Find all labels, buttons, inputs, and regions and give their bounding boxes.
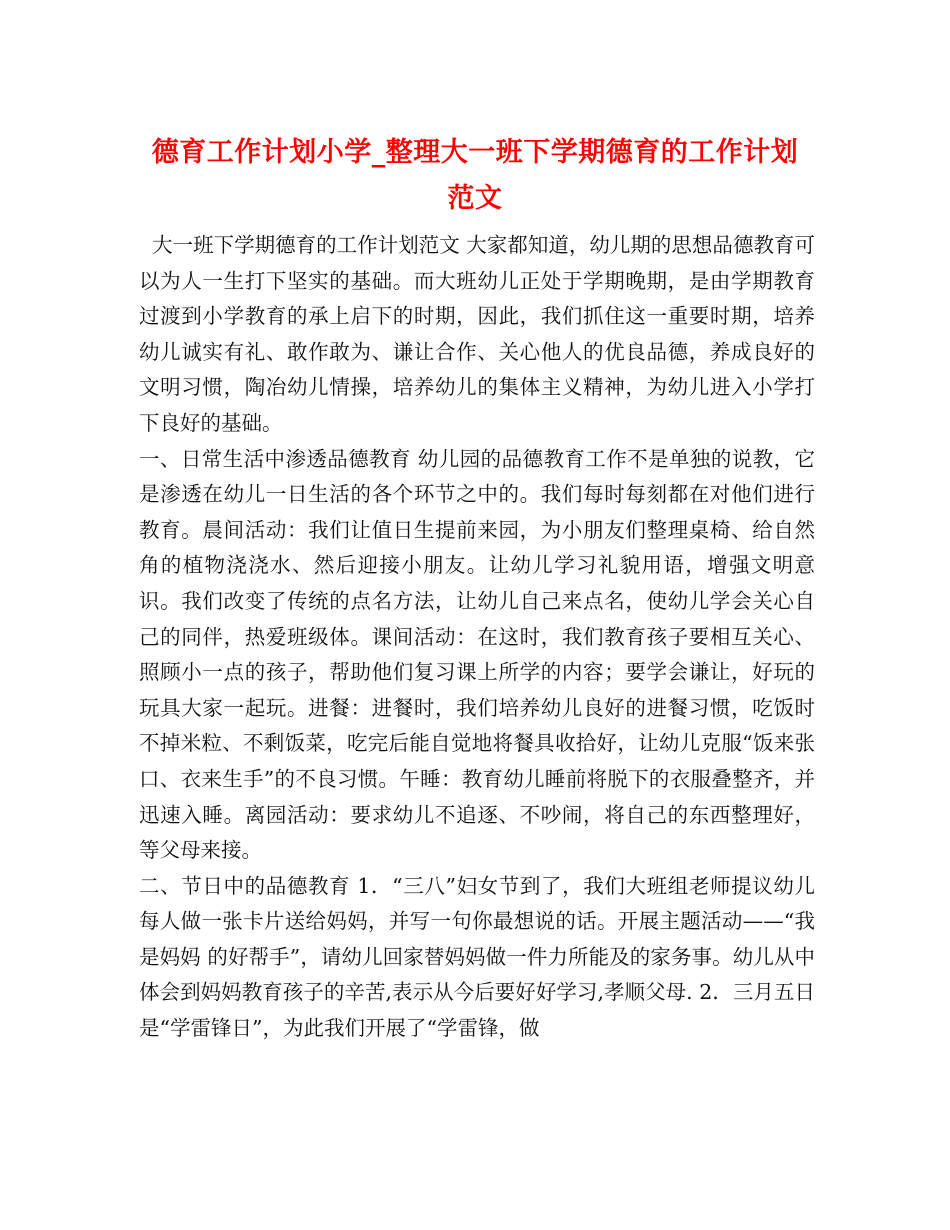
document-title: [100, 130, 850, 222]
paragraph-daily-life: 一、日常生活中渗透品德教育 幼儿园的品德教育工作不是单独的说教，它是渗透在幼儿一日生活的各个环节之中的。我们每时每刻都在对他们进行教育。晨间活动：我们让值日生提前来园，为小朋友们整理桌椅、给自然角的植物浇浇水、然后迎接小朋友。让幼儿学习礼貌用语，增强文明意识。我们改变了传统的点名方法，让幼儿自己来点名，使幼儿学会关心自己的同伴，热爱班级体。课间活动：在这时，我们教育孩子要相互关心、照顾小一点的孩子，帮助他们复习课上所学的内容；要学会谦让，好玩的玩具大家一起玩。进餐：进餐时，我们培养幼儿良好的进餐习惯，吃饭时不掉米粒、不剩饭菜，吃完后能自觉地将餐具收拾好，让幼儿克服“饭来张口、衣来生手”的不良习惯。午睡：教育幼儿睡前将脱下的衣服叠整齐，并迅速入睡。离园活动：要求幼儿不追逐、不吵闹，将自己的东西整理好，等父母来接。: [139, 446, 815, 863]
title-line-2: 范文: [447, 183, 503, 214]
paragraph-intro: 大一班下学期德育的工作计划范文 大家都知道，幼儿期的思想品德教育可以为人一生打下坚实的基础。而大班幼儿正处于学期晚期，是由学期教育过渡到小学教育的承上启下的时期，因此，我们抓住这一重要时期，培养幼儿诚实有礼、敢作敢为、谦让合作、关心他人的优良品德，养成良好的文明习惯，陶冶幼儿情操，培养幼儿的集体主义精神，为幼儿进入小学打下良好的基础。: [139, 233, 815, 435]
title-line-1: 德育工作计划小学_整理大一班下学期德育的工作计划: [151, 137, 799, 168]
document-body: [139, 228, 815, 1047]
paragraph-festivals: 二、节日中的品德教育 1．“三八”妇女节到了，我们大班组老师提议幼儿每人做一张卡片送给妈妈，并写一句你最想说的话。开展主题活动——“我是妈妈 的好帮手”，请幼儿回家替妈妈做一件力所能及的家务事。幼儿从中体会到妈妈教育孩子的辛苦,表示从今后要好好学习,孝顺父母. 2．三月五日是“学雷锋日”，为此我们开展了“学雷锋，做: [139, 873, 815, 1041]
